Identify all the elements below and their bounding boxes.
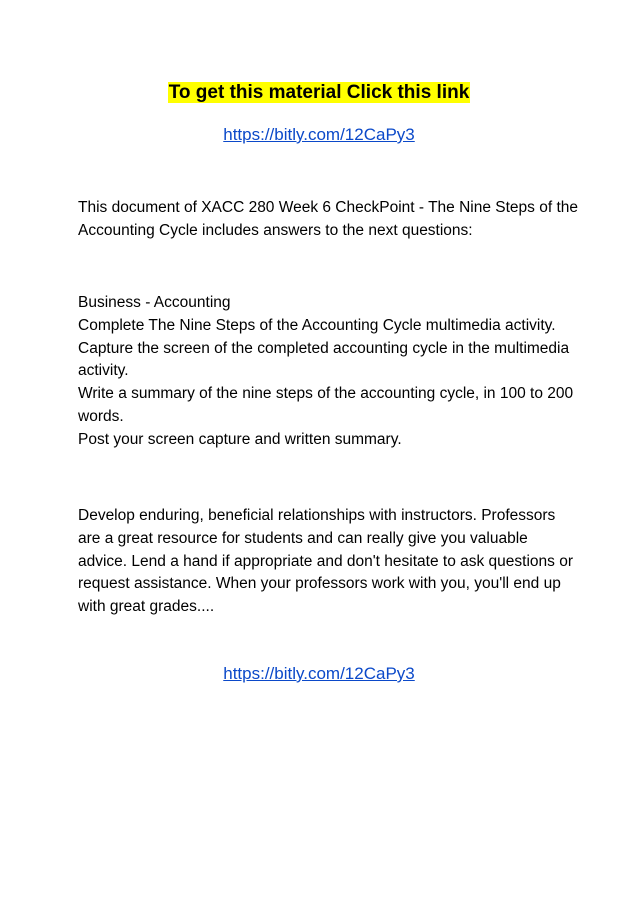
material-link-bottom[interactable]: https://bitly.com/12CaPy3 <box>223 664 415 683</box>
task-line-1: Complete The Nine Steps of the Accounting Cycle multimedia activity. <box>78 316 556 334</box>
task-details <box>78 292 578 452</box>
task-line-4: Post your screen capture and written summary. <box>78 430 402 448</box>
task-line-2: Capture the screen of the completed accounting cycle in the multimedia activity. <box>78 339 570 380</box>
intro-text: This document of XACC 280 Week 6 CheckPoint - The Nine Steps of the Accounting Cycle includes answers to the next questions: <box>78 199 578 239</box>
advice-text: Develop enduring, beneficial relationships with instructors. Professors are a great resource for students and can really give you valuable advice. Lend a hand if appropriate and don't hesitate to ask questions or request assistance. When your professors work with you, you'll end up with great grades.... <box>78 507 573 616</box>
task-line-3: Write a summary of the nine steps of the accounting cycle, in 100 to 200 words. <box>78 385 574 425</box>
material-link-top[interactable]: https://bitly.com/12CaPy3 <box>223 125 415 144</box>
category-line: Business - Accounting <box>78 294 231 311</box>
advice-paragraph <box>78 505 578 619</box>
intro-paragraph <box>78 197 578 243</box>
headline <box>0 80 638 106</box>
headline-text: To get this material Click this link <box>168 82 470 103</box>
